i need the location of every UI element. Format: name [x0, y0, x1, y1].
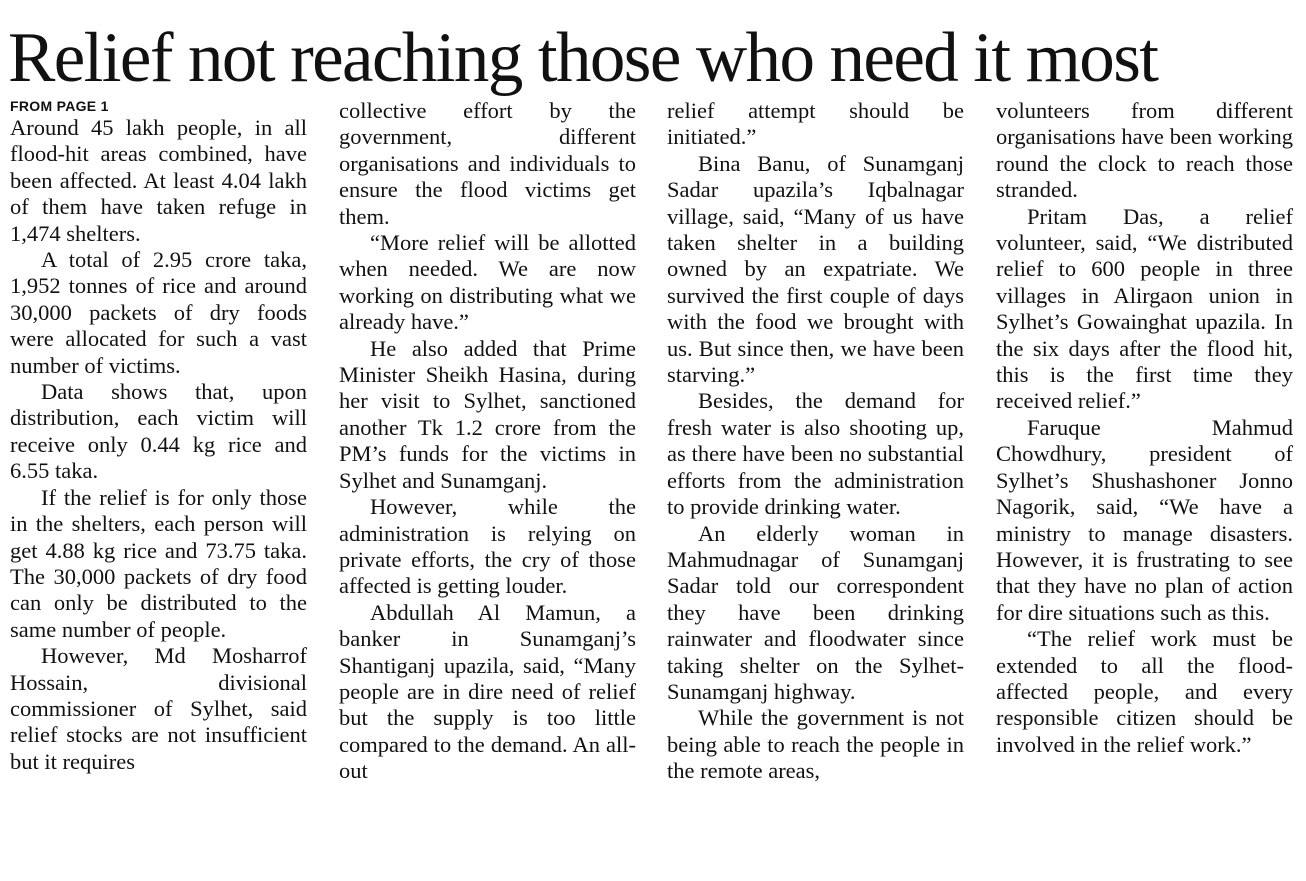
headline: Relief not reaching those who need it most: [8, 19, 1158, 97]
paragraph: “The relief work must be extended to all the flood-affected people, and every responsible citizen should be involved in the relief work.”: [996, 626, 1293, 757]
paragraph: Faruque Mahmud Chowdhury, president of Sylhet’s Shushashoner Jonno Nagorik, said, “We have a ministry to manage disasters. However, it is frustrating to see that they have no plan of action for dire situations such as this.: [996, 414, 1293, 625]
paragraph: collective effort by the government, different organisations and individuals to ensure the flood victims get them.: [339, 98, 636, 229]
paragraph: However, while the administration is relying on private efforts, the cry of those affected is getting louder.: [339, 494, 636, 599]
column-4: [996, 98, 1293, 873]
paragraph: A total of 2.95 crore taka, 1,952 tonnes of rice and around 30,000 packets of dry foods were allocated for such a vast number of victims.: [10, 247, 307, 378]
paragraph: Bina Banu, of Sunamganj Sadar upazila’s Iqbalnagar village, said, “Many of us have taken shelter in a building owned by an expatriate. We survived the first couple of days with the food we brought with us. But since then, we have been starving.”: [667, 150, 964, 388]
paragraph: While the government is not being able to reach the people in the remote areas,: [667, 705, 964, 784]
paragraph: volunteers from different organisations have been working round the clock to reach those stranded.: [996, 98, 1293, 203]
paragraph: Data shows that, upon distribution, each victim will receive only 0.44 kg rice and 6.55 taka.: [10, 379, 307, 484]
column-1: [10, 97, 307, 872]
paragraph: Besides, the demand for fresh water is also shooting up, as there have been no substantial efforts from the administration to provide drinking water.: [667, 388, 964, 520]
paragraph: If the relief is for only those in the shelters, each person will get 4.88 kg rice and 73.75 taka. The 30,000 packets of dry food can only be distributed to the same number of people.: [10, 484, 307, 642]
paragraph: relief attempt should be initiated.”: [667, 98, 964, 150]
article-body: [10, 97, 1300, 872]
continuation-label: FROM PAGE 1: [10, 98, 109, 114]
column-3: [667, 98, 964, 873]
paragraph: Around 45 lakh people, in all flood-hit areas combined, have been affected. At least 4.04 lakh of them have taken refuge in 1,474 shelters.: [10, 115, 307, 246]
paragraph: However, Md Mosharrof Hossain, divisional commissioner of Sylhet, said relief stocks are not insufficient but it requires: [10, 643, 307, 774]
paragraph: “More relief will be allotted when needed. We are now working on distributing what we already have.”: [339, 230, 636, 335]
paragraph: Pritam Das, a relief volunteer, said, “We distributed relief to 600 people in three villages in Alirgaon union in Sylhet’s Gowainghat upazila. In the six days after the flood hit, this is the first time they received relief.”: [996, 203, 1293, 414]
paragraph: An elderly woman in Mahmudnagar of Sunamganj Sadar told our correspondent they have been drinking rainwater and floodwater since taking shelter on the Sylhet-Sunamganj highway.: [667, 520, 964, 704]
paragraph: He also added that Prime Minister Sheikh Hasina, during her visit to Sylhet, sanctioned another Tk 1.2 crore from the PM’s funds for the victims in Sylhet and Sunamganj.: [339, 335, 636, 493]
paragraph: Abdullah Al Mamun, a banker in Sunamganj’s Shantiganj upazila, said, “Many people are in dire need of relief but the supply is too little compared to the demand. An all-out: [339, 599, 636, 784]
column-2: [339, 98, 636, 873]
